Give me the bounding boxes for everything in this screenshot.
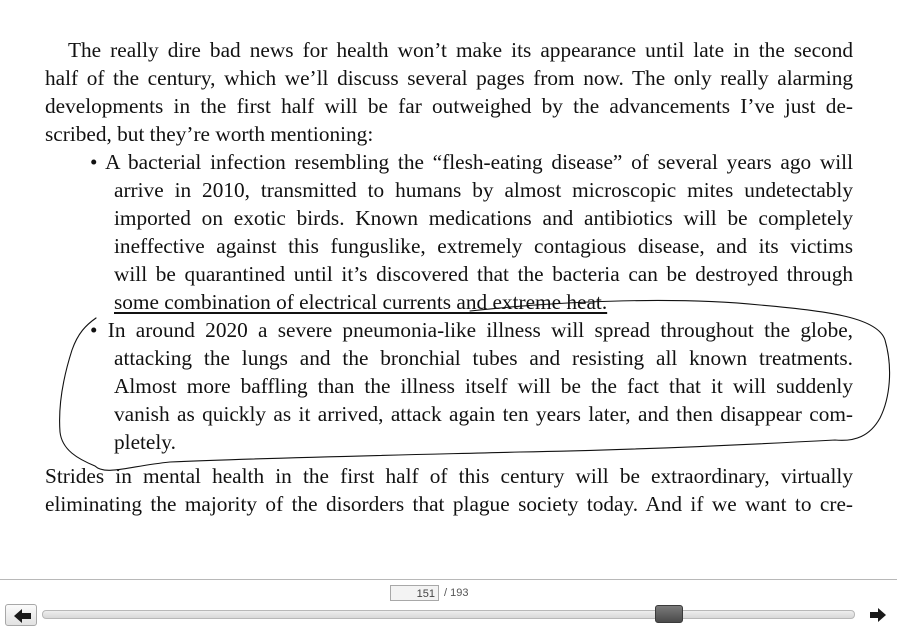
page-progress-slider[interactable]	[42, 610, 855, 619]
slider-thumb[interactable]	[655, 605, 683, 623]
bullet-line: vanish as quickly as it arrived, attack again ten years later, and then disappear com-	[114, 402, 853, 426]
previous-page-button[interactable]	[5, 604, 37, 626]
bullet-text: In around 2020 a severe pneumonia-like illness will spread throughout the globe,	[107, 318, 854, 342]
arrow-left-icon	[6, 605, 38, 627]
bullet-item-2-first-line	[90, 316, 853, 344]
bullet-line: will be quarantined until it’s discovered that the bacteria can be destroyed through	[114, 262, 853, 286]
arrow-right-icon	[862, 604, 894, 626]
paragraph-line: scribed, but they’re worth mentioning:	[45, 122, 374, 146]
paragraph-line: developments in the first half will be far outweighed by the advancements I’ve just de-	[45, 94, 853, 118]
bullet-marker: •	[90, 318, 98, 342]
bullet-line: pletely.	[114, 430, 176, 454]
bullet-item-1-first-line	[90, 148, 853, 176]
page-number-input[interactable]: 151	[390, 585, 439, 601]
paragraph-line: Strides in mental health in the first half of this century will be extraordinary, virtually	[45, 464, 853, 488]
bullet-line: Almost more baffling than the illness itself will be the fact that it will suddenly	[114, 374, 853, 398]
next-page-button[interactable]	[862, 604, 894, 626]
bullet-text: A bacterial infection resembling the “flesh-eating disease” of several years ago will	[105, 150, 854, 174]
bullet-line: ineffective against this funguslike, extremely contagious disease, and its victims	[114, 234, 853, 258]
bullet-line: attacking the lungs and the bronchial tubes and resisting all known treatments.	[114, 346, 853, 370]
bullet-line: arrive in 2010, transmitted to humans by almost microscopic mites undetectably	[114, 178, 853, 202]
toolbar-divider	[0, 579, 897, 580]
paragraph-line: half of the century, which we’ll discuss several pages from now. The only really alarming	[45, 66, 853, 90]
bullet-line: imported on exotic birds. Known medications and antibiotics will be completely	[114, 206, 853, 230]
paragraph-line: The really dire bad news for health won’t make its appearance until late in the second	[68, 38, 853, 62]
paragraph-line: eliminating the majority of the disorders that plague society today. And if we want to cre-	[45, 492, 853, 516]
bullet-marker: •	[90, 150, 98, 174]
page-total-label: / 193	[444, 587, 469, 599]
underlined-bullet-line: some combination of electrical currents and extreme heat.	[114, 290, 608, 314]
